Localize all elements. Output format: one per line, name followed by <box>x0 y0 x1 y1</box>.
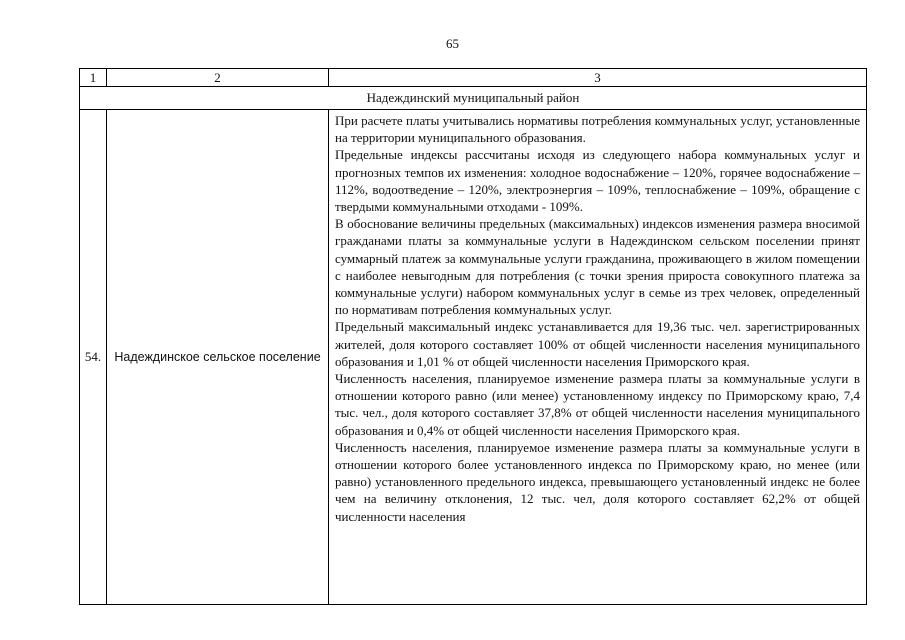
description-paragraph: Численность населения, планируемое изменение размера платы за коммунальные услуги в отношении которого равно (или менее) установленному индексу по Приморскому краю, 7,4 тыс. чел., доля которого составляет 37,8% от общей численности населения муниципального образования и 0,4% от общей численности населения Приморского края. <box>335 371 860 438</box>
column-number-1: 1 <box>80 69 107 87</box>
column-number-3: 3 <box>329 69 867 87</box>
description-paragraph: При расчете платы учитывались нормативы потребления коммунальных услуг, установленные на территории муниципального образования. <box>335 113 860 146</box>
description-paragraph: В обоснование величины предельных (максимальных) индексов изменения размера вносимой гражданами платы за коммунальные услуги в Надеждинском сельском поселении принят суммарный платеж за коммунальные услуги гражданина, проживающего в жилом помещении с наиболее невыгодным для потребления (с точки зрения прироста совокупного платежа за коммунальные услуги) набором коммунальных услуг в семье из трех человек, определенный по нормативам потребления коммунальных услуг. <box>335 216 860 318</box>
settlement-name: Надеждинское сельское поселение <box>107 110 329 605</box>
column-number-2: 2 <box>107 69 329 87</box>
data-table <box>79 68 867 605</box>
description-paragraph: Предельный максимальный индекс устанавливается для 19,36 тыс. чел. зарегистрированных жителей, доля которого составляет 100% от общей численности населения муниципального образования и 1,01 % от общей численности населения Приморского края. <box>335 319 860 369</box>
page-number: 65 <box>446 36 459 51</box>
description-paragraph: Численность населения, планируемое изменение размера платы за коммунальные услуги в отношении которого более установленного индекса по Приморскому краю, но менее (или равно) установленного предельного индекса, превышающего установленный индекс не более чем на величину отклонения, 12 тыс. чел, доля которого составляет 62,2% от общей численности населения <box>335 439 860 524</box>
district-row <box>80 87 867 110</box>
column-number-row <box>80 69 867 87</box>
row-number: 54. <box>80 110 107 605</box>
description-text <box>335 112 860 602</box>
description-paragraph: Предельные индексы рассчитаны исходя из следующего набора коммунальных услуг и прогнозных темпов их изменения: холодное водоснабжение – 120%, горячее водоснабжение – 112%, водоотведение – 120%, электроэнергия – 109%, теплоснабжение – 109%, обращение с твердыми коммунальными отходами - 109%. <box>335 147 860 215</box>
district-name: Надеждинский муниципальный район <box>80 87 867 110</box>
description-cell <box>329 110 867 605</box>
table-row <box>80 110 867 605</box>
